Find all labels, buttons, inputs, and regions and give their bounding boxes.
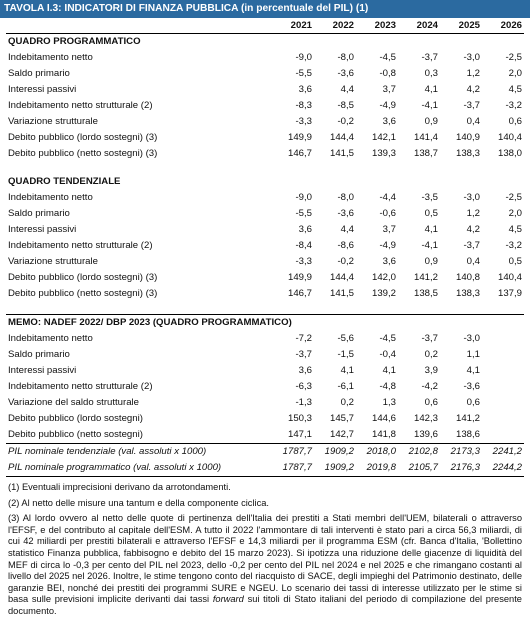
value-cell: 4,1 bbox=[340, 365, 354, 376]
value-cell: 0,2 bbox=[424, 349, 438, 360]
value-cell: -8,3 bbox=[295, 100, 312, 111]
value-cell: 2173,3 bbox=[450, 446, 480, 457]
value-cell: 141,5 bbox=[329, 288, 354, 299]
value-cell: 142,7 bbox=[314, 427, 356, 444]
section-heading bbox=[6, 315, 524, 332]
value-cell: 142,3 bbox=[413, 413, 438, 424]
row-label: Debito pubblico (netto sostegni) bbox=[6, 427, 272, 444]
value-cell: -8,4 bbox=[295, 240, 312, 251]
value-cell: 138,3 bbox=[455, 148, 480, 159]
value-cell: 1909,2 bbox=[314, 460, 356, 477]
value-cell: 2018,0 bbox=[366, 446, 396, 457]
value-cell bbox=[440, 315, 482, 332]
row-label: Debito pubblico (netto sostegni) (3) bbox=[8, 148, 158, 159]
row-label: PIL nominale programmatico (val. assoluti x 1000) bbox=[6, 460, 272, 477]
spacer-cell bbox=[6, 302, 272, 315]
row-label: Indebitamento netto strutturale (2) bbox=[8, 240, 153, 251]
table-row bbox=[6, 395, 524, 411]
value-cell: 3,7 bbox=[382, 224, 396, 235]
value-cell: 138,3 bbox=[455, 288, 480, 299]
spacer-row bbox=[6, 302, 524, 315]
table-row bbox=[6, 50, 524, 66]
value-cell: 2,0 bbox=[508, 208, 522, 219]
footnote-1: (1) Eventuali imprecisioni derivano da arrotondamenti. bbox=[8, 482, 231, 492]
row-label: Interessi passivi bbox=[8, 365, 77, 376]
row-label: MEMO: NADEF 2022/ DBP 2023 (QUADRO PROGRAMMATICO) bbox=[8, 317, 292, 328]
value-cell: 141,5 bbox=[329, 148, 354, 159]
table-row bbox=[6, 331, 524, 347]
value-cell: 140,4 bbox=[497, 272, 522, 283]
value-cell: 142,1 bbox=[371, 132, 396, 143]
value-cell: -4,1 bbox=[421, 240, 438, 251]
spacer-cell bbox=[314, 302, 356, 315]
value-cell bbox=[482, 315, 524, 332]
value-cell bbox=[482, 427, 524, 444]
value-cell: 2241,2 bbox=[492, 446, 522, 457]
value-cell bbox=[314, 34, 356, 51]
value-cell: 139,6 bbox=[398, 427, 440, 444]
value-cell: 4,1 bbox=[424, 224, 438, 235]
spacer-cell bbox=[356, 162, 398, 174]
value-cell: -3,6 bbox=[337, 68, 354, 79]
spacer-cell bbox=[314, 162, 356, 174]
value-cell: -0,2 bbox=[337, 256, 354, 267]
value-cell: -9,0 bbox=[295, 52, 312, 63]
row-label: Variazione strutturale bbox=[8, 116, 98, 127]
year-header: 2025 bbox=[440, 18, 482, 34]
spacer-cell bbox=[356, 302, 398, 315]
table-row bbox=[6, 190, 524, 206]
value-cell bbox=[482, 347, 524, 363]
table-row bbox=[6, 254, 524, 270]
row-label: Variazione del saldo strutturale bbox=[8, 397, 140, 408]
section-heading bbox=[6, 34, 524, 51]
value-cell: -5,5 bbox=[295, 208, 312, 219]
value-cell: 0,4 bbox=[466, 116, 480, 127]
year-header: 2024 bbox=[398, 18, 440, 34]
value-cell: -3,0 bbox=[463, 333, 480, 344]
table-row bbox=[6, 347, 524, 363]
header-blank bbox=[6, 18, 272, 34]
value-cell: 146,7 bbox=[287, 288, 312, 299]
value-cell: -4,2 bbox=[421, 381, 438, 392]
table-row bbox=[6, 270, 524, 286]
spacer-cell bbox=[440, 302, 482, 315]
footnote-3 bbox=[8, 513, 522, 617]
row-label: Saldo primario bbox=[8, 208, 70, 219]
spacer-cell bbox=[398, 162, 440, 174]
value-cell: 138,7 bbox=[413, 148, 438, 159]
value-cell: -3,7 bbox=[463, 100, 480, 111]
value-cell: 2,0 bbox=[508, 68, 522, 79]
table-row bbox=[6, 114, 524, 130]
value-cell: 2244,2 bbox=[482, 460, 524, 477]
value-cell: 2102,8 bbox=[408, 446, 438, 457]
value-cell: -4,5 bbox=[379, 333, 396, 344]
value-cell bbox=[482, 34, 524, 51]
value-cell: 146,7 bbox=[287, 148, 312, 159]
value-cell: 139,3 bbox=[371, 148, 396, 159]
year-header-row bbox=[6, 18, 524, 34]
spacer-cell bbox=[398, 302, 440, 315]
value-cell: 4,1 bbox=[466, 365, 480, 376]
footnotes bbox=[6, 482, 524, 618]
table-row bbox=[6, 427, 524, 444]
spacer-cell bbox=[440, 162, 482, 174]
value-cell: -6,3 bbox=[295, 381, 312, 392]
row-label: Debito pubblico (netto sostegni) (3) bbox=[8, 288, 158, 299]
year-header: 2023 bbox=[356, 18, 398, 34]
row-label: Variazione strutturale bbox=[8, 256, 98, 267]
value-cell bbox=[356, 174, 398, 190]
value-cell: -0,2 bbox=[337, 116, 354, 127]
value-cell: -3,3 bbox=[295, 256, 312, 267]
value-cell: 141,8 bbox=[356, 427, 398, 444]
value-cell: 144,4 bbox=[329, 272, 354, 283]
value-cell: -1,3 bbox=[295, 397, 312, 408]
year-header: 2022 bbox=[314, 18, 356, 34]
value-cell bbox=[398, 34, 440, 51]
spacer-cell bbox=[272, 302, 314, 315]
value-cell: -4,9 bbox=[379, 100, 396, 111]
value-cell bbox=[482, 363, 524, 379]
table-row bbox=[6, 379, 524, 395]
value-cell: -0,6 bbox=[379, 208, 396, 219]
value-cell: 140,4 bbox=[497, 132, 522, 143]
value-cell: -6,1 bbox=[337, 381, 354, 392]
spacer-row bbox=[6, 162, 524, 174]
value-cell bbox=[482, 331, 524, 347]
value-cell: 4,4 bbox=[340, 84, 354, 95]
value-cell: 0,9 bbox=[424, 116, 438, 127]
value-cell bbox=[272, 174, 314, 190]
value-cell: -8,6 bbox=[337, 240, 354, 251]
footnote-3-text: (3) Al lordo ovvero al netto delle quote di pertinenza dell'Italia dei prestiti a Stati membri dell'UEM, bilaterali o attraverso l'EFSF, e del contributo al capitale dell'ESM. A tutto il 2022 l'ammontare di tali interventi è stato pari a circa 56,3 miliardi, di cui 42 miliardi per prestiti bilaterali e attraverso l'EFSF e 14,3 miliardi per il programma ESM (cfr. Banca d'Italia, 'Bollettino statistico Finanza pubblica, fabbisogno e debito del 15 marzo 2023). Si ipotizza una riduzione delle giacenze di liquidità del MEF di circa lo -0,3 per cento del PIL nel 2023, dello -0,2 per cento del PIL nel 2024 e nel 2025 e che rimangano costanti al livello del 2025 nel 2026. Inoltre, le stime tengono conto del riacquisto di SACE, degli impieghi del Patrimonio destinato, delle garanzie BEI, nonché dei prestiti dei programmi SURE e NGEU. Lo scenario dei tassi di interesse utilizzato per le stime si basa sulle previsioni implicite derivanti dai tassi bbox=[8, 513, 522, 605]
value-cell: 141,4 bbox=[413, 132, 438, 143]
value-cell bbox=[482, 411, 524, 427]
value-cell: 1787,7 bbox=[272, 460, 314, 477]
value-cell: 144,6 bbox=[371, 413, 396, 424]
footnote-3-emphasis: forward bbox=[212, 594, 244, 605]
table-body bbox=[6, 34, 524, 477]
value-cell: 4,1 bbox=[424, 84, 438, 95]
value-cell: 0,6 bbox=[466, 397, 480, 408]
row-label: Saldo primario bbox=[8, 349, 70, 360]
table-row bbox=[6, 66, 524, 82]
value-cell bbox=[482, 174, 524, 190]
value-cell: 4,2 bbox=[466, 224, 480, 235]
row-label: PIL nominale tendenziale (val. assoluti x 1000) bbox=[8, 446, 207, 457]
value-cell: 0,6 bbox=[424, 397, 438, 408]
row-label: QUADRO TENDENZIALE bbox=[8, 176, 121, 187]
value-cell: -3,3 bbox=[295, 116, 312, 127]
row-label: Debito pubblico (lordo sostegni) (3) bbox=[8, 132, 158, 143]
value-cell: -0,4 bbox=[379, 349, 396, 360]
value-cell: 3,6 bbox=[298, 224, 312, 235]
value-cell: 1,2 bbox=[466, 68, 480, 79]
value-cell: 1,3 bbox=[382, 397, 396, 408]
value-cell: -8,5 bbox=[337, 100, 354, 111]
value-cell bbox=[356, 34, 398, 51]
spacer-cell bbox=[6, 162, 272, 174]
value-cell bbox=[440, 34, 482, 51]
value-cell: -8,0 bbox=[337, 192, 354, 203]
value-cell: -5,6 bbox=[337, 333, 354, 344]
value-cell: 138,6 bbox=[440, 427, 482, 444]
value-cell: 142,0 bbox=[371, 272, 396, 283]
table-row bbox=[6, 146, 524, 162]
value-cell bbox=[482, 395, 524, 411]
value-cell: 4,1 bbox=[382, 365, 396, 376]
value-cell: 4,4 bbox=[340, 224, 354, 235]
value-cell: -3,7 bbox=[421, 52, 438, 63]
value-cell bbox=[482, 379, 524, 395]
value-cell bbox=[440, 174, 482, 190]
row-label: Interessi passivi bbox=[8, 84, 77, 95]
row-label: Debito pubblico (lordo sostegni) bbox=[8, 413, 143, 424]
value-cell: 149,9 bbox=[287, 272, 312, 283]
spacer-cell bbox=[482, 162, 524, 174]
value-cell: 141,2 bbox=[413, 272, 438, 283]
value-cell: -4,4 bbox=[379, 192, 396, 203]
value-cell: 1909,2 bbox=[324, 446, 354, 457]
value-cell: 145,7 bbox=[329, 413, 354, 424]
value-cell: -3,6 bbox=[337, 208, 354, 219]
value-cell: -4,8 bbox=[379, 381, 396, 392]
value-cell: 149,9 bbox=[287, 132, 312, 143]
table-row bbox=[6, 130, 524, 146]
value-cell: 1,2 bbox=[466, 208, 480, 219]
footnote-2: (2) Al netto delle misure una tantum e della componente ciclica. bbox=[8, 497, 269, 508]
row-label: Interessi passivi bbox=[8, 224, 77, 235]
value-cell: 3,9 bbox=[424, 365, 438, 376]
value-cell: 3,6 bbox=[298, 365, 312, 376]
value-cell bbox=[314, 315, 356, 332]
value-cell: 0,2 bbox=[340, 397, 354, 408]
year-header: 2021 bbox=[272, 18, 314, 34]
value-cell: 0,6 bbox=[508, 116, 522, 127]
value-cell bbox=[356, 315, 398, 332]
value-cell: 4,5 bbox=[508, 224, 522, 235]
value-cell: -4,5 bbox=[379, 52, 396, 63]
year-header: 2026 bbox=[482, 18, 524, 34]
value-cell: 3,7 bbox=[382, 84, 396, 95]
value-cell: 0,4 bbox=[466, 256, 480, 267]
table-title: TAVOLA I.3: INDICATORI DI FINANZA PUBBLICA (in percentuale del PIL) (1) bbox=[0, 0, 530, 18]
section-heading bbox=[6, 174, 524, 190]
footnote-3-tail: sui titoli di Stato italiani del periodo di compilazione del presente documento. bbox=[8, 594, 522, 616]
value-cell: 1,1 bbox=[466, 349, 480, 360]
row-label: QUADRO PROGRAMMATICO bbox=[8, 36, 141, 47]
value-cell: 3,6 bbox=[298, 84, 312, 95]
value-cell: 0,5 bbox=[508, 256, 522, 267]
pil-row bbox=[6, 460, 524, 477]
value-cell: -3,2 bbox=[505, 240, 522, 251]
value-cell bbox=[398, 315, 440, 332]
value-cell: 141,2 bbox=[455, 413, 480, 424]
value-cell: -3,7 bbox=[295, 349, 312, 360]
value-cell: 3,6 bbox=[382, 116, 396, 127]
row-label: Indebitamento netto bbox=[8, 333, 93, 344]
table-row bbox=[6, 222, 524, 238]
spacer-cell bbox=[272, 162, 314, 174]
value-cell: -3,7 bbox=[463, 240, 480, 251]
row-label: Indebitamento netto strutturale (2) bbox=[8, 381, 153, 392]
value-cell: -9,0 bbox=[295, 192, 312, 203]
value-cell: 2019,8 bbox=[356, 460, 398, 477]
value-cell: 147,1 bbox=[272, 427, 314, 444]
value-cell: 2176,3 bbox=[440, 460, 482, 477]
value-cell: -3,5 bbox=[421, 192, 438, 203]
value-cell: -5,5 bbox=[295, 68, 312, 79]
value-cell: 138,5 bbox=[413, 288, 438, 299]
value-cell: 4,5 bbox=[508, 84, 522, 95]
value-cell: 0,9 bbox=[424, 256, 438, 267]
value-cell: -7,2 bbox=[295, 333, 312, 344]
value-cell: 1787,7 bbox=[282, 446, 312, 457]
value-cell: 140,9 bbox=[455, 132, 480, 143]
value-cell: -3,0 bbox=[463, 192, 480, 203]
value-cell: 139,2 bbox=[371, 288, 396, 299]
table-row bbox=[6, 286, 524, 302]
table-row bbox=[6, 82, 524, 98]
value-cell: 144,4 bbox=[329, 132, 354, 143]
value-cell: -1,5 bbox=[337, 349, 354, 360]
value-cell: -2,5 bbox=[505, 52, 522, 63]
value-cell: -4,1 bbox=[421, 100, 438, 111]
row-label: Indebitamento netto bbox=[8, 52, 93, 63]
pil-row bbox=[6, 444, 524, 461]
value-cell: -2,5 bbox=[505, 192, 522, 203]
finance-indicators-table bbox=[6, 18, 524, 477]
value-cell: 0,3 bbox=[424, 68, 438, 79]
value-cell: -4,9 bbox=[379, 240, 396, 251]
value-cell: -8,0 bbox=[337, 52, 354, 63]
table-row bbox=[6, 238, 524, 254]
row-label: Indebitamento netto strutturale (2) bbox=[8, 100, 153, 111]
value-cell: -0,8 bbox=[379, 68, 396, 79]
table-row bbox=[6, 411, 524, 427]
row-label: Debito pubblico (lordo sostegni) (3) bbox=[8, 272, 158, 283]
value-cell bbox=[272, 34, 314, 51]
row-label: Indebitamento netto bbox=[8, 192, 93, 203]
value-cell: 3,6 bbox=[382, 256, 396, 267]
value-cell: 4,2 bbox=[466, 84, 480, 95]
spacer-cell bbox=[482, 302, 524, 315]
value-cell: 150,3 bbox=[287, 413, 312, 424]
value-cell: -3,2 bbox=[505, 100, 522, 111]
value-cell: 0,5 bbox=[424, 208, 438, 219]
value-cell: -3,7 bbox=[421, 333, 438, 344]
value-cell: 2105,7 bbox=[398, 460, 440, 477]
row-label: Saldo primario bbox=[8, 68, 70, 79]
value-cell bbox=[398, 174, 440, 190]
value-cell: 137,9 bbox=[497, 288, 522, 299]
value-cell: -3,0 bbox=[463, 52, 480, 63]
table-row bbox=[6, 206, 524, 222]
value-cell bbox=[314, 174, 356, 190]
value-cell: 140,8 bbox=[455, 272, 480, 283]
table-row bbox=[6, 363, 524, 379]
value-cell: 138,0 bbox=[497, 148, 522, 159]
table-row bbox=[6, 98, 524, 114]
value-cell: -3,6 bbox=[463, 381, 480, 392]
